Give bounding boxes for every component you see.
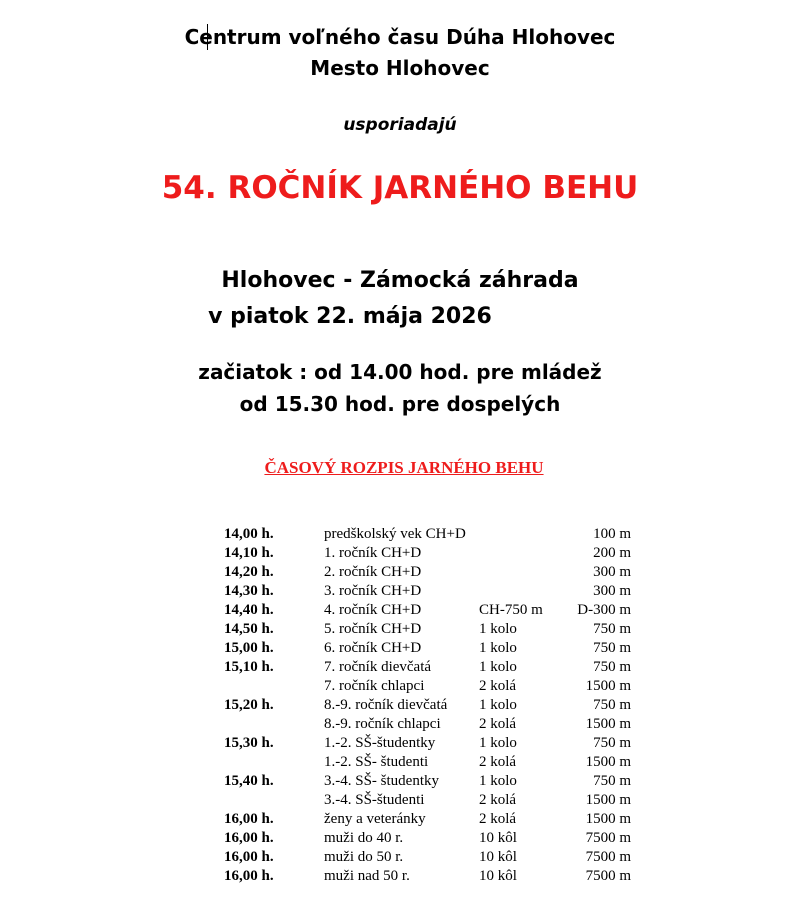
schedule-laps: 1 kolo <box>479 640 517 656</box>
schedule-distance: 7500 m <box>585 849 631 865</box>
schedule-category: 1. ročník CH+D <box>324 545 422 561</box>
schedule-row <box>224 639 631 658</box>
schedule-distance: 750 m <box>593 697 631 713</box>
schedule-laps: 2 kolá <box>479 792 517 808</box>
event-title: 54. ROČNÍK JARNÉHO BEHU <box>161 170 639 206</box>
schedule-category: 3. ročník CH+D <box>324 583 422 599</box>
schedule-distance: 100 m <box>593 526 631 542</box>
schedule-distance: 1500 m <box>585 792 631 808</box>
schedule-row <box>224 829 631 848</box>
schedule-row <box>224 544 631 563</box>
schedule-time: 14,20 h. <box>224 564 274 580</box>
schedule-row <box>224 525 631 544</box>
schedule-category: 5. ročník CH+D <box>324 621 422 637</box>
schedule-laps: CH-750 m <box>479 602 543 618</box>
schedule-row <box>224 734 631 753</box>
schedule-time: 15,30 h. <box>224 735 274 751</box>
schedule-distance: D-300 m <box>577 602 631 618</box>
schedule-laps <box>479 525 564 544</box>
schedule-row <box>224 753 631 772</box>
schedule-laps: 2 kolá <box>479 716 517 732</box>
schedule-distance: 300 m <box>593 564 631 580</box>
schedule-category: 1.-2. SŠ-študentky <box>324 735 436 751</box>
schedule-laps: 10 kôl <box>479 868 517 884</box>
schedule-time: 15,20 h. <box>224 697 274 713</box>
schedule-time: 14,50 h. <box>224 621 274 637</box>
schedule-row <box>224 791 631 810</box>
schedule-distance: 200 m <box>593 545 631 561</box>
schedule-row <box>224 563 631 582</box>
schedule-row <box>224 658 631 677</box>
schedule-time: 15,00 h. <box>224 640 274 656</box>
schedule-category: muži nad 50 r. <box>324 868 410 884</box>
schedule-laps: 1 kolo <box>479 659 517 675</box>
organizer-line-2: Mesto Hlohovec <box>310 56 490 80</box>
schedule-row <box>224 715 631 734</box>
schedule-table <box>224 525 631 886</box>
schedule-category: muži do 50 r. <box>324 849 404 865</box>
schedule-time: 14,40 h. <box>224 602 274 618</box>
schedule-category: 8.-9. ročník dievčatá <box>324 697 448 713</box>
event-location: Hlohovec - Zámocká záhrada <box>221 268 579 293</box>
schedule-distance: 300 m <box>593 583 631 599</box>
schedule-laps <box>479 582 564 601</box>
schedule-row <box>224 848 631 867</box>
schedule-laps: 1 kolo <box>479 621 517 637</box>
schedule-row <box>224 601 631 620</box>
schedule-row <box>224 620 631 639</box>
schedule-time: 15,40 h. <box>224 773 274 789</box>
schedule-category: 4. ročník CH+D <box>324 602 422 618</box>
schedule-laps: 2 kolá <box>479 678 517 694</box>
schedule-time: 14,30 h. <box>224 583 274 599</box>
schedule-category: 3.-4. SŠ- študentky <box>324 773 440 789</box>
schedule-time: 15,10 h. <box>224 659 274 675</box>
schedule-category: 6. ročník CH+D <box>324 640 422 656</box>
event-date: v piatok 22. mája 2026 <box>208 304 492 329</box>
schedule-row <box>224 867 631 886</box>
schedule-time <box>224 753 324 772</box>
schedule-category: 8.-9. ročník chlapci <box>324 716 441 732</box>
schedule-row <box>224 582 631 601</box>
schedule-laps: 1 kolo <box>479 773 517 789</box>
schedule-distance: 1500 m <box>585 754 631 770</box>
schedule-title: ČASOVÝ ROZPIS JARNÉHO BEHU <box>264 458 544 477</box>
organizer-line-1: Centrum voľného času Dúha Hlohovec <box>184 25 616 49</box>
schedule-laps: 10 kôl <box>479 849 517 865</box>
schedule-distance: 7500 m <box>585 830 631 846</box>
schedule-time: 14,00 h. <box>224 526 274 542</box>
schedule-time <box>224 677 324 696</box>
schedule-row <box>224 696 631 715</box>
schedule-laps: 2 kolá <box>479 811 517 827</box>
schedule-row <box>224 677 631 696</box>
schedule-laps: 1 kolo <box>479 697 517 713</box>
schedule-body <box>224 525 631 886</box>
schedule-distance: 750 m <box>593 659 631 675</box>
schedule-time: 16,00 h. <box>224 811 274 827</box>
schedule-time: 14,10 h. <box>224 545 274 561</box>
schedule-category: 7. ročník dievčatá <box>324 659 432 675</box>
schedule-distance: 750 m <box>593 621 631 637</box>
schedule-distance: 7500 m <box>585 868 631 884</box>
schedule-category: 3.-4. SŠ-študenti <box>324 792 425 808</box>
schedule-time: 16,00 h. <box>224 830 274 846</box>
schedule-time: 16,00 h. <box>224 868 274 884</box>
schedule-category: 7. ročník chlapci <box>324 678 425 694</box>
schedule-laps: 2 kolá <box>479 754 517 770</box>
schedule-row <box>224 772 631 791</box>
schedule-distance: 1500 m <box>585 811 631 827</box>
schedule-distance: 750 m <box>593 773 631 789</box>
schedule-laps: 1 kolo <box>479 735 517 751</box>
schedule-distance: 1500 m <box>585 678 631 694</box>
schedule-time: 16,00 h. <box>224 849 274 865</box>
schedule-category: muži do 40 r. <box>324 830 404 846</box>
schedule-time <box>224 715 324 734</box>
schedule-laps <box>479 544 564 563</box>
start-time-adults: od 15.30 hod. pre dospelých <box>239 392 561 416</box>
schedule-category: ženy a veteránky <box>324 811 426 827</box>
schedule-category: 1.-2. SŠ- študenti <box>324 754 429 770</box>
start-time-youth: začiatok : od 14.00 hod. pre mládež <box>198 360 602 384</box>
schedule-row <box>224 810 631 829</box>
schedule-distance: 750 m <box>593 640 631 656</box>
schedule-distance: 1500 m <box>585 716 631 732</box>
schedule-distance: 750 m <box>593 735 631 751</box>
presents-text: usporiadajú <box>343 115 457 135</box>
schedule-time <box>224 791 324 810</box>
schedule-laps <box>479 563 564 582</box>
schedule-category: 2. ročník CH+D <box>324 564 422 580</box>
schedule-category: predškolský vek CH+D <box>324 526 466 542</box>
schedule-laps: 10 kôl <box>479 830 517 846</box>
